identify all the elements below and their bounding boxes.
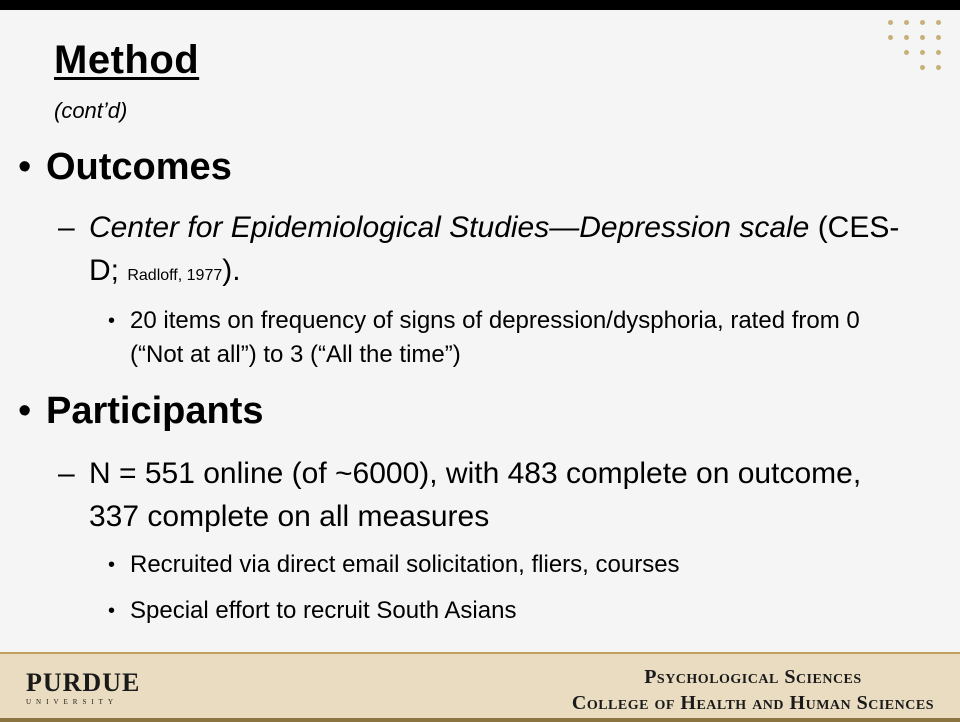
dash-icon: – (58, 457, 75, 490)
bullet-dot-icon: • (18, 146, 32, 188)
participants-detail-text: Recruited via direct email solicitation, fliers, courses (130, 551, 680, 578)
department-name (572, 664, 934, 716)
slide-title: Method (54, 38, 200, 82)
outcomes-scale-name: Center for Epidemiological Studies—Depression scale (89, 211, 810, 244)
footer-band (0, 652, 960, 722)
logo-wordmark: PURDUE (26, 668, 141, 697)
participants-item-text: N = 551 online (of ~6000), with 483 complete on outcome, 337 complete on all measures (89, 457, 862, 533)
bullet-dot-icon: • (108, 600, 116, 622)
outcomes-item-text (89, 206, 909, 297)
outcomes-scale-abbrev: (CES-D; (89, 211, 900, 287)
department-line-1: Psychological Sciences (644, 666, 862, 688)
bullet-dot-icon: • (18, 390, 32, 432)
purdue-logo (26, 670, 140, 706)
outcomes-detail-text: 20 items on frequency of signs of depression/dysphoria, rated from 0 (“Not at all”) to 3 (“All the time”) (130, 307, 860, 368)
dash-icon: – (58, 211, 75, 244)
logo-subtext: UNIVERSITY (26, 698, 118, 706)
outcomes-item-end: ). (222, 254, 241, 287)
outcomes-citation: Radloff, 1977 (127, 267, 223, 284)
participants-heading: Participants (46, 390, 264, 432)
participants-detail-text: Special effort to recruit South Asians (130, 597, 517, 624)
top-bar (0, 0, 960, 10)
decorative-dots (888, 20, 954, 82)
bullet-dot-icon: • (108, 310, 116, 332)
outcomes-heading: Outcomes (46, 146, 232, 188)
footer-bottom-rule (0, 718, 960, 722)
department-line-2: College of Health and Human Sciences (571, 692, 934, 714)
slide-subtitle: (cont’d) (54, 98, 128, 123)
bullet-dot-icon: • (108, 554, 116, 576)
